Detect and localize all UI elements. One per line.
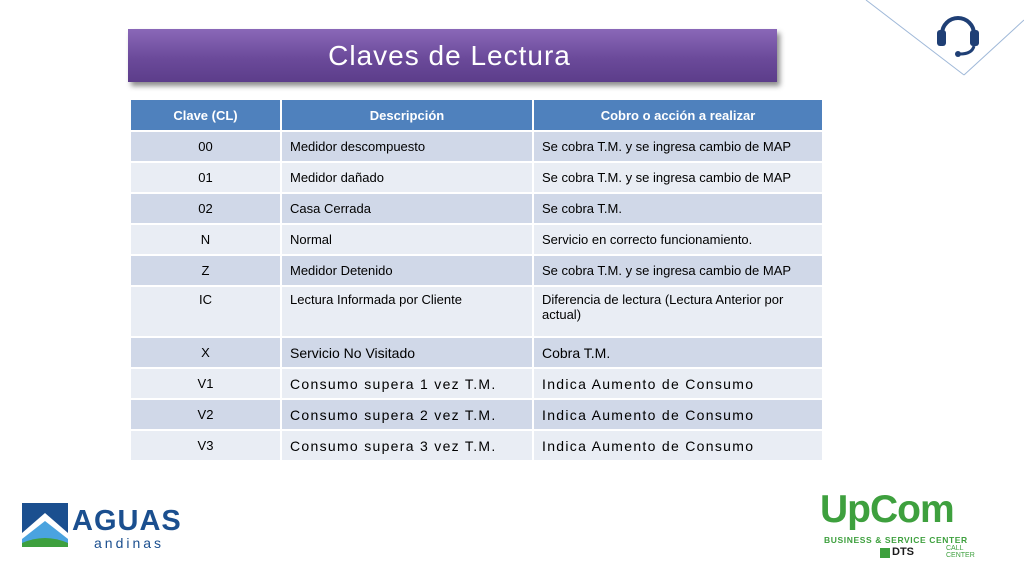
cell-clave: Z [131,255,281,286]
aguas-wordmark: AGUAS [72,505,182,537]
table-row [131,131,822,162]
cell-clave: N [131,224,281,255]
cell-clave: 01 [131,162,281,193]
dts-mark-icon [880,548,890,558]
aguas-mark-icon [22,503,68,547]
cell-descripcion: Medidor Detenido [281,255,533,286]
upcom-tagline: BUSINESS & SERVICE CENTER [824,535,968,545]
cell-cobro: Cobra T.M. [533,337,822,368]
cell-cobro: Se cobra T.M. [533,193,822,224]
table-row [131,193,822,224]
cell-descripcion: Medidor dañado [281,162,533,193]
header-cobro: Cobro o acción a realizar [533,100,822,131]
table-row [131,255,822,286]
call-center-label: CALL CENTER [946,545,975,559]
cell-clave: V3 [131,430,281,460]
cell-clave: IC [131,286,281,337]
table-row [131,337,822,368]
table-row [131,399,822,430]
cell-cobro: Indica Aumento de Consumo [533,399,822,430]
upcom-logo [820,488,1000,564]
cell-cobro: Servicio en correcto funcionamiento. [533,224,822,255]
page-title: Claves de Lectura [328,39,571,71]
andinas-wordmark: andinas [94,535,165,551]
cell-cobro: Diferencia de lectura (Lectura Anterior por actual) [533,286,822,337]
cell-clave: 00 [131,131,281,162]
cell-descripcion: Consumo supera 1 vez T.M. [281,368,533,399]
cell-clave: V1 [131,368,281,399]
cell-cobro: Se cobra T.M. y se ingresa cambio de MAP [533,131,822,162]
header-descripcion: Descripción [281,100,533,131]
table-row [131,430,822,460]
table-header-row [131,100,822,131]
cell-cobro: Se cobra T.M. y se ingresa cambio de MAP [533,255,822,286]
cell-descripcion: Consumo supera 2 vez T.M. [281,399,533,430]
cell-descripcion: Casa Cerrada [281,193,533,224]
reading-codes-table [131,100,822,460]
cell-descripcion: Lectura Informada por Cliente [281,286,533,337]
aguas-andinas-logo [22,500,192,552]
table-row [131,368,822,399]
cell-descripcion: Consumo supera 3 vez T.M. [281,430,533,460]
headset-icon [934,8,982,58]
cell-clave: 02 [131,193,281,224]
dts-wordmark: DTS [892,546,914,558]
cell-cobro: Se cobra T.M. y se ingresa cambio de MAP [533,162,822,193]
cell-descripcion: Normal [281,224,533,255]
cell-clave: X [131,337,281,368]
table-row [131,224,822,255]
cell-cobro: Indica Aumento de Consumo [533,430,822,460]
cell-descripcion: Servicio No Visitado [281,337,533,368]
cell-cobro: Indica Aumento de Consumo [533,368,822,399]
cell-clave: V2 [131,399,281,430]
cell-descripcion: Medidor descompuesto [281,131,533,162]
table-row [131,286,822,337]
title-banner [128,29,777,82]
table-row [131,162,822,193]
header-clave: Clave (CL) [131,100,281,131]
upcom-wordmark: UpCom [820,488,954,531]
